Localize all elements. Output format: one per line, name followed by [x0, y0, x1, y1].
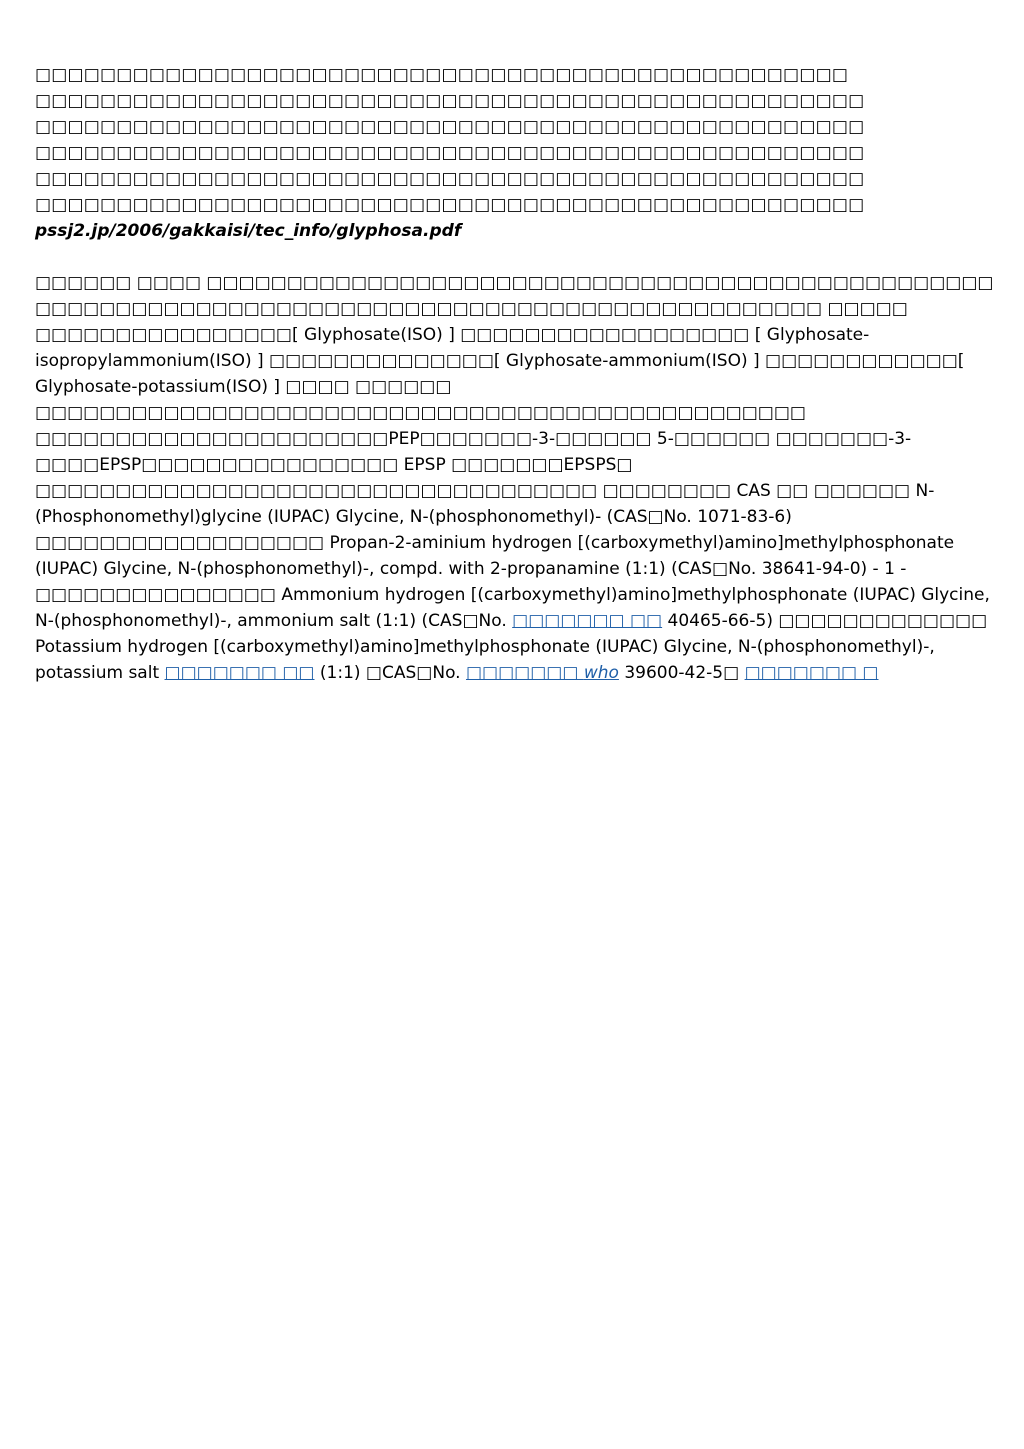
intro-paragraph [35, 62, 995, 244]
body-text-2: 40465-66-5) □□□□□□□□□□□□□ Potassium hydrogen [(carboxymethyl)amino]methylphosphonate (IUPAC) Glycine, N-(phosphonomethyl)-, potassium salt [35, 611, 988, 683]
related-link-who[interactable] [466, 663, 619, 683]
intro-line-4: □□□□□□□□□□□□□□□□□□□□□□□□□□□□□□□□□□□□□□□□□□□□□□□□□□□ [35, 143, 865, 163]
related-link-2[interactable]: □□□□□□□ □□ [164, 663, 315, 683]
source-url: pssj2.jp/2006/gakkaisi/tec_info/glyphosa.pdf [35, 221, 462, 241]
intro-line-6: □□□□□□□□□□□□□□□□□□□□□□□□□□□□□□□□□□□□□□□□□□□□□□□□□□□ [35, 195, 865, 215]
related-link-who-prefix: □□□□□□□ [465, 663, 584, 683]
body-paragraph [35, 270, 995, 686]
related-link-1[interactable]: □□□□□□□ □□ [512, 611, 663, 631]
intro-line-1: □□□□□□□□□□□□□□□□□□□□□□□□□□□□□□□□□□□□□□□□□□□□□□□□□□ [35, 65, 849, 85]
body-text-1: □□□□□□ □□□□ □□□□□□□□□□□□□□□□□□□□□□□□□□□□□□□□□□□□□□□□□□□□□□□□□ □□□□□□□□□□□□□□□□□□□□□□□□□□□□□□□□□□□□□□□□□□□□□□□□□ □□□□□ □□□□□□□□□□□□□□□□[ Glyphosate(ISO) ] □□□□□□□□□□□□□□□□□□ [ Glyphosate-isopropylammonium(ISO) ] □□□□□□□□□□□□□□[ Glyphosate-ammonium(ISO) ] □□□□□□□□□□□□[ Glyphosate-potassium(ISO) ] □□□□ □□□□□□ □□□□□□□□□□□□□□□□□□□□□□□□□□□□□□□□□□□□□□□□□□□□□□□□ □□□□□□□□□□□□□□□□□□□□□□PEP□□□□□□□-3-□□□□□□ 5-□□□□□□ □□□□□□□-3-□□□□EPSP□□□□□□□□□□□□□□□□ EPSP □□□□□□□EPSPS□ □□□□□□□□□□□□□□□□□□□□□□□□□□□□□□□□□□□ □□□□□□□□ CAS □□ □□□□□□ N-(Phosphonomethyl)glycine (IUPAC) Glycine, N-(phosphonomethyl)- (CAS□No. 1071-83-6) □□□□□□□□□□□□□□□□□□ Propan-2-aminium hydrogen [(carboxymethyl)amino]methylphosphonate (IUPAC) Glycine, N-(phosphonomethyl)-, compd. with 2-propanamine (1:1) (CAS□No. 38641-94-0) - 1 - □□□□□□□□□□□□□□□ Ammonium hydrogen [(carboxymethyl)amino]methylphosphonate (IUPAC) Glycine, N-(phosphonomethyl)-, ammonium salt (1:1) (CAS□No. [35, 273, 994, 631]
intro-line-3: □□□□□□□□□□□□□□□□□□□□□□□□□□□□□□□□□□□□□□□□□□□□□□□□□□□ [35, 117, 865, 137]
intro-line-2: □□□□□□□□□□□□□□□□□□□□□□□□□□□□□□□□□□□□□□□□□□□□□□□□□□□ [35, 91, 865, 111]
body-text-4: 39600-42-5□ [618, 663, 745, 683]
body-text-3: (1:1) □CAS□No. [314, 663, 466, 683]
related-link-who-label: who [583, 663, 619, 683]
document-page [35, 62, 995, 686]
intro-line-5: □□□□□□□□□□□□□□□□□□□□□□□□□□□□□□□□□□□□□□□□□□□□□□□□□□□ [35, 169, 865, 189]
related-link-4[interactable]: □□□□□□□ □ [744, 663, 879, 683]
